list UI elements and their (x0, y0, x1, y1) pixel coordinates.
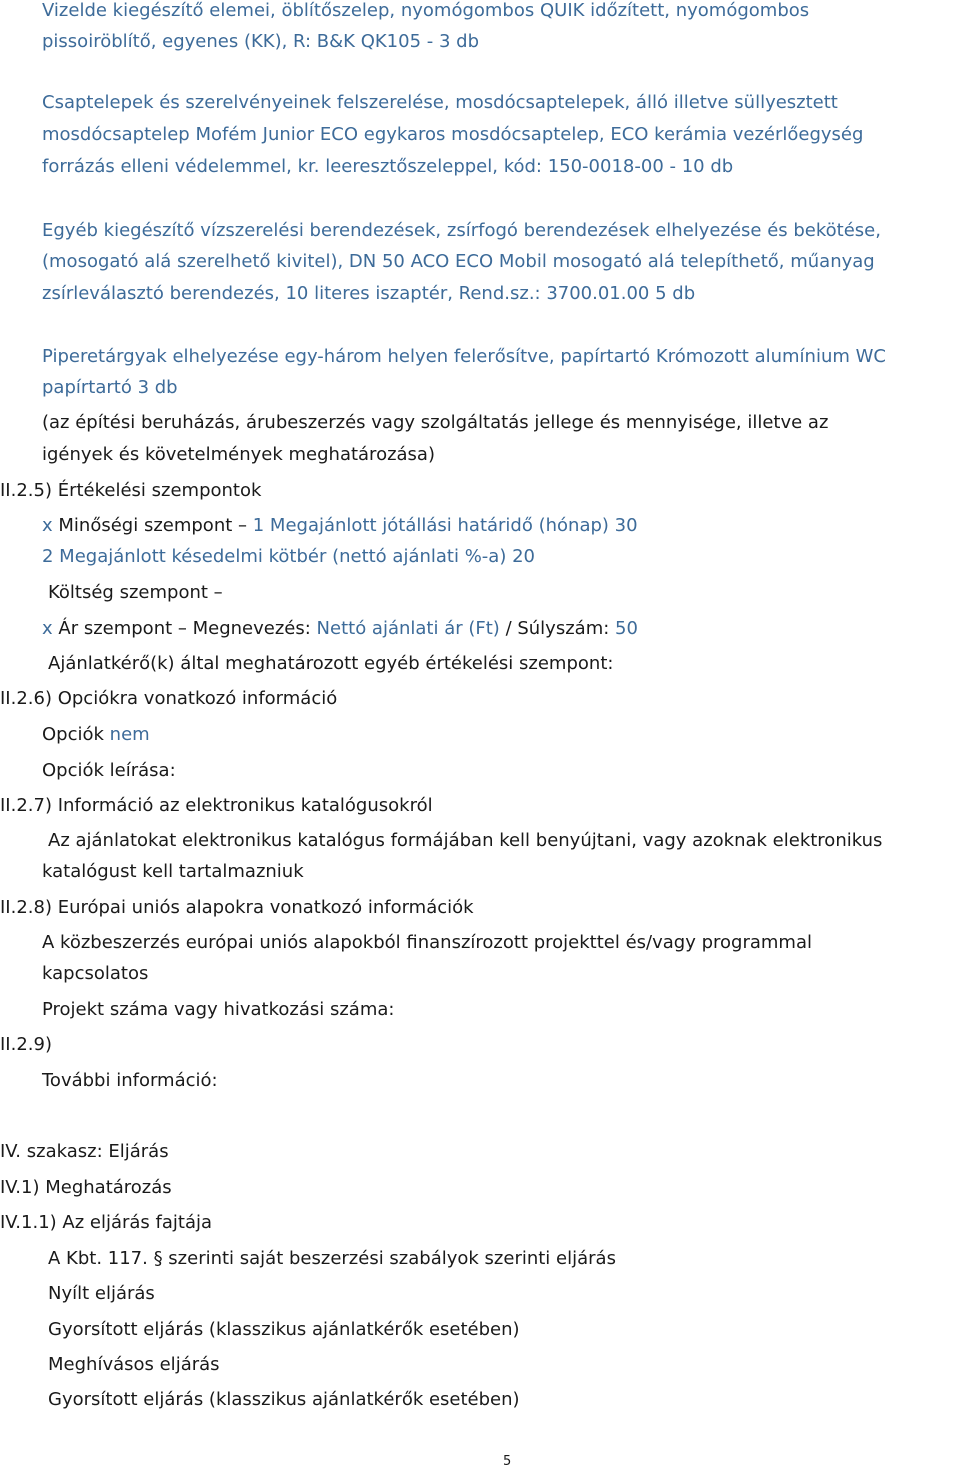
criterion-value: Nettó ajánlati ár (Ft) (316, 618, 500, 639)
option-value: nem (109, 724, 150, 745)
criterion-label: Költség szempont – (48, 582, 223, 603)
option-label: Opciók (42, 724, 104, 745)
body-line: Projekt száma vagy hivatkozási száma: (42, 999, 395, 1020)
section-heading: II.2.7) Információ az elektronikus katalógusokról (0, 795, 433, 816)
body-line: kapcsolatos (42, 963, 149, 984)
section-heading: II.2.6) Opciókra vonatkozó információ (0, 688, 338, 709)
procedure-option: Gyorsított eljárás (klasszikus ajánlatkérők esetében) (48, 1389, 520, 1410)
criterion-row (42, 618, 638, 640)
criterion-value: 1 Megajánlott jótállási határidő (hónap) 30 (252, 515, 638, 536)
item-line: pissoiröblítő, egyenes (KK), R: B&K QK105 - 3 db (42, 31, 480, 52)
procedure-option: Nyílt eljárás (48, 1283, 155, 1304)
section-heading: II.2.8) Európai uniós alapokra vonatkozó információk (0, 897, 474, 918)
subsection-heading: IV.1) Meghatározás (0, 1177, 172, 1198)
body-line: katalógust kell tartalmazniuk (42, 861, 304, 882)
note-line: igények és követelmények meghatározása) (42, 444, 435, 465)
procedure-option: Gyorsított eljárás (klasszikus ajánlatkérők esetében) (48, 1319, 520, 1340)
subsection-heading: IV.1.1) Az eljárás fajtája (0, 1212, 213, 1233)
item-line: Egyéb kiegészítő vízszerelési berendezések, zsírfogó berendezések elhelyezése és bekötése, (42, 220, 881, 241)
body-line: Az ajánlatokat elektronikus katalógus formájában kell benyújtani, vagy azoknak elektronikus (48, 830, 883, 851)
criterion-label: Minőségi szempont – (58, 515, 248, 536)
procedure-option: A Kbt. 117. § szerinti saját beszerzési szabályok szerinti eljárás (48, 1248, 616, 1269)
body-line: További információ: (42, 1070, 218, 1091)
criterion-label: / Súlyszám: (505, 618, 610, 639)
criterion-label: Ár szempont – Megnevezés: (58, 618, 311, 639)
option-row (42, 724, 150, 746)
criterion-value: 2 Megajánlott késedelmi kötbér (nettó ajánlati %-a) 20 (42, 546, 535, 567)
item-line: papírtartó 3 db (42, 377, 178, 398)
criterion-value: 50 (615, 618, 638, 639)
item-line: (mosogató alá szerelhető kivitel), DN 50 ACO ECO Mobil mosogató alá telepíthető, műanyag (42, 251, 875, 272)
criterion-mark: x (42, 618, 53, 639)
criterion-mark: x (42, 515, 53, 536)
body-line: A közbeszerzés európai uniós alapokból finanszírozott projekttel és/vagy programmal (42, 932, 812, 953)
item-line: forrázás elleni védelemmel, kr. leeresztőszeleppel, kód: 150-0018-00 - 10 db (42, 156, 734, 177)
section-heading: II.2.5) Értékelési szempontok (0, 480, 262, 501)
page-number: 5 (503, 1454, 512, 1469)
item-line: Piperetárgyak elhelyezése egy-három helyen felerősítve, papírtartó Krómozott alumínium WC (42, 346, 886, 367)
item-line: Vizelde kiegészítő elemei, öblítőszelep, nyomógombos QUIK időzített, nyomógombos (42, 0, 810, 21)
section-heading: II.2.9) (0, 1034, 52, 1055)
procedure-option: Meghívásos eljárás (48, 1354, 220, 1375)
criterion-row (42, 515, 638, 537)
section-heading: IV. szakasz: Eljárás (0, 1141, 169, 1162)
criterion-label: Ajánlatkérő(k) által meghatározott egyéb értékelési szempont: (48, 653, 614, 674)
item-line: zsírleválasztó berendezés, 10 literes iszaptér, Rend.sz.: 3700.01.00 5 db (42, 283, 696, 304)
option-label: Opciók leírása: (42, 760, 176, 781)
item-line: Csaptelepek és szerelvényeinek felszerelése, mosdócsaptelepek, álló illetve süllyesztett (42, 92, 838, 113)
item-line: mosdócsaptelep Mofém Junior ECO egykaros mosdócsaptelep, ECO kerámia vezérlőegység (42, 124, 864, 145)
note-line: (az építési beruházás, árubeszerzés vagy szolgáltatás jellege és mennyisége, illetve az (42, 412, 829, 433)
